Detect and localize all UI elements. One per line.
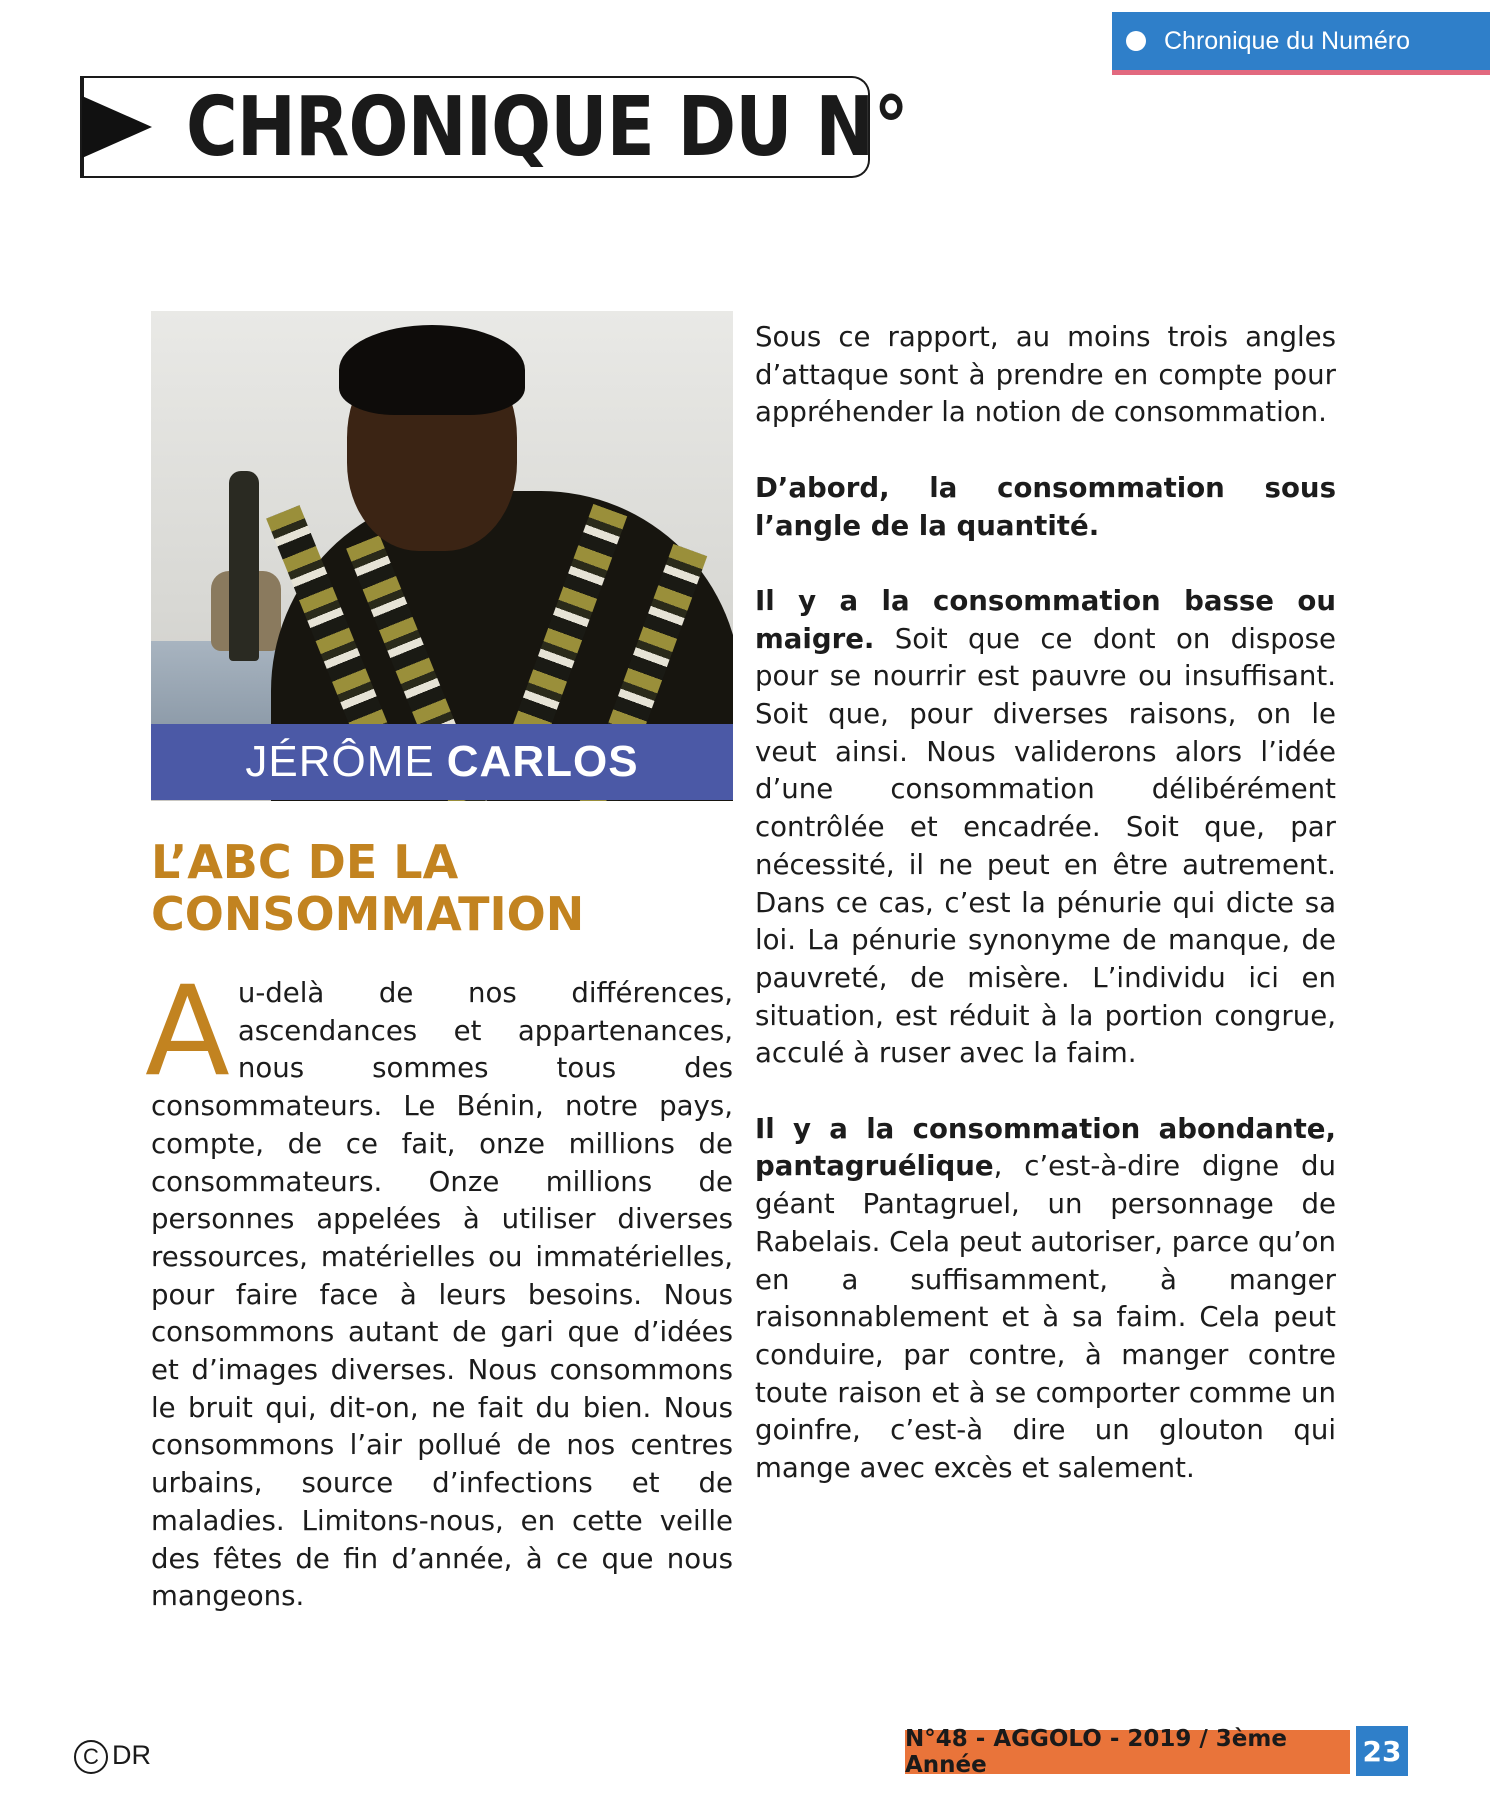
abundant-consumption-text: , c’est-à-dire digne du géant Pantagruel, un personnage de Rabelais. Cela peut autoriser, parce qu’on en a suffisamment, à manger raisonnablement et à sa faim. Cela peut conduire, par contre, à manger contre toute raison et à se comporter comme un goinfre, c’est-à dire un glouton qui mange avec excès et salement. <box>755 1149 1336 1485</box>
author-last-name: CARLOS <box>446 737 639 786</box>
article-column-right <box>755 318 1336 1487</box>
abundant-consumption-lead: Il y a la consommation abondante, pantagruélique <box>755 1111 1336 1183</box>
section-tab-label: Chronique du Numéro <box>1164 26 1410 55</box>
page-number: 23 <box>1356 1726 1408 1776</box>
intro-text: u-delà de nos différences, ascendances et appartenances, nous sommes tous des consommateurs. Le Bénin, notre pays, compte, de ce fait, onze millions de consommateurs. Onze millions de personnes appelées à utiliser diverses ressources, matérielles ou immatérielles, pour faire face à leurs besoins. Nous consommons autant de gari que d’idées et d’images diverses. Nous consommons le bruit qui, dit-on, ne fait du bien. Nous consommons l’air pollué de nos centres urbains, source d’infections et de maladies. Limitons-nous, en cette veille des fêtes de fin d’année, à ce que nous mangeons. <box>151 976 733 1613</box>
article-title: L’ABC DE LA CONSOMMATION <box>151 835 585 941</box>
paragraph-low-consumption <box>755 582 1336 1072</box>
section-header <box>80 76 908 178</box>
credit-text: DR <box>112 1740 151 1771</box>
issue-banner: N°48 - AGGOLO - 2019 / 3ème Année <box>905 1730 1350 1774</box>
low-consumption-text: Soit que ce dont on dispose pour se nourrir est pauvre ou insuffisant. Soit que, pour diverses raisons, on le veut ainsi. Nous validerons alors l’idée d’une consommation délibérément contrôlée et encadrée. Soit que, par nécessité, il ne peut en être autrement. Dans ce cas, c’est la pénurie qui dicte sa loi. La pénurie synonyme de manque, de pauvreté, de misère. L’individu ici en situation, est réduit à la portion congrue, acculé à ruser avec la faim. <box>755 621 1336 1070</box>
photo-credit <box>74 1740 151 1774</box>
paragraph-abundant-consumption <box>755 1110 1336 1487</box>
dropcap: A <box>145 960 230 1104</box>
photo-hair <box>339 325 525 415</box>
bullet-icon <box>1126 31 1146 51</box>
paragraph-quantity: D’abord, la consommation sous l’angle de la quantité. <box>755 470 1336 542</box>
paragraph-angles: Sous ce rapport, au moins trois angles d’attaque sont à prendre en compte pour appréhender la notion de consommation. <box>755 320 1336 429</box>
section-tab <box>1112 12 1490 75</box>
author-first-name: JÉRÔME <box>245 737 435 786</box>
author-caption <box>151 724 733 800</box>
article-intro <box>145 960 733 1615</box>
photo-statue <box>229 471 259 661</box>
low-consumption-lead: Il y a la consommation basse ou maigre. <box>755 583 1336 655</box>
play-triangle-icon <box>82 96 152 158</box>
copyright-icon: C <box>74 1740 108 1774</box>
section-title: CHRONIQUE DU N° <box>186 80 908 175</box>
article-column-left <box>145 960 733 1615</box>
